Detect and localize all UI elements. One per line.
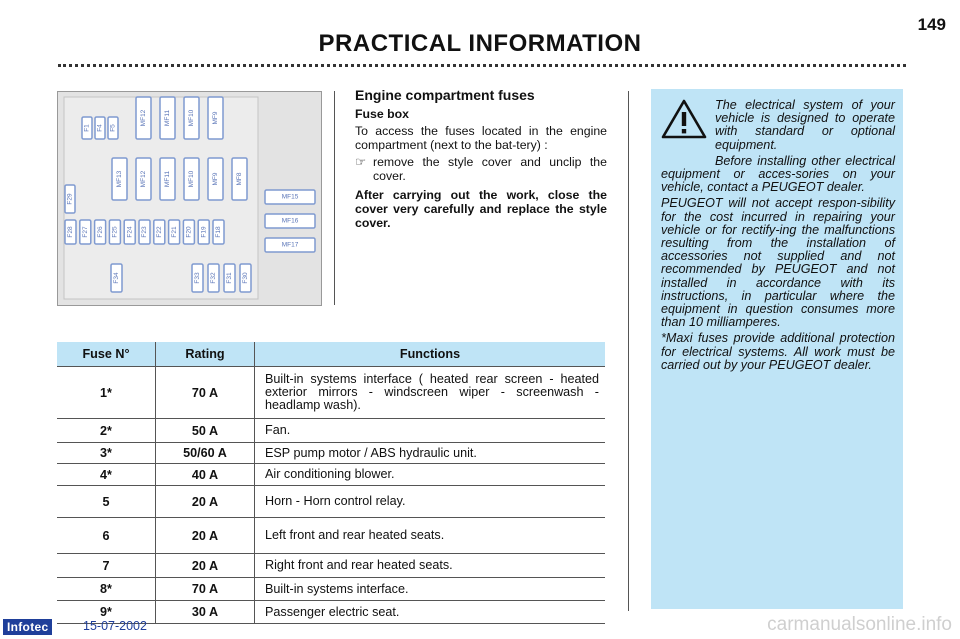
fuse-label: F19 xyxy=(200,226,208,238)
fuse-number: 3* xyxy=(57,443,156,464)
fuse-rating: 20 A xyxy=(156,518,255,554)
table-row xyxy=(57,367,605,419)
fuse-box-subheading: Fuse box xyxy=(355,107,409,121)
dotted-divider xyxy=(58,64,906,67)
fuse-number: 8* xyxy=(57,578,156,601)
fuse-label: MF15 xyxy=(281,193,299,201)
table-row xyxy=(57,578,605,601)
header-functions: Functions xyxy=(255,342,606,367)
fuse-number: 5 xyxy=(57,486,156,518)
fuse-label: F26 xyxy=(96,226,104,238)
fuse-label: F31 xyxy=(226,272,234,284)
fuse-rating: 20 A xyxy=(156,554,255,578)
fuse-label: F23 xyxy=(141,226,149,238)
fuse-label: MF11 xyxy=(164,109,172,127)
table-row xyxy=(57,486,605,518)
fuse-rating: 50/60 A xyxy=(156,443,255,464)
fuse-label: F18 xyxy=(215,226,223,238)
fuse-label: F5 xyxy=(109,124,117,132)
section-heading: Engine compartment fuses xyxy=(355,87,535,103)
column-divider xyxy=(334,91,335,305)
fuse-number: 1* xyxy=(57,367,156,419)
table-row xyxy=(57,443,605,464)
pointing-hand-icon: ☞ xyxy=(355,155,367,169)
fuse-label: MF11 xyxy=(164,170,172,188)
fuse-label: F4 xyxy=(96,124,104,132)
header-rating: Rating xyxy=(156,342,255,367)
fuse-function: ESP pump motor / ABS hydraulic unit. xyxy=(255,443,606,464)
fuse-rating: 50 A xyxy=(156,419,255,443)
table-row xyxy=(57,464,605,486)
fuse-rating: 70 A xyxy=(156,578,255,601)
table-header-row xyxy=(57,342,605,367)
notice-paragraph-1: The electrical system of your vehicle is designed to operate with standard or optional equipment. xyxy=(715,98,895,152)
table-row xyxy=(57,419,605,443)
fuse-label: F1 xyxy=(83,124,91,132)
fuse-label: MF13 xyxy=(116,170,124,188)
fuse-label: F27 xyxy=(82,226,90,238)
fuse-label: MF17 xyxy=(281,241,299,249)
warning-notice-box xyxy=(651,89,903,609)
fuse-label: F30 xyxy=(242,272,250,284)
notice-paragraph-4: *Maxi fuses provide additional protection for electrical systems. All work must be carried out by your PEUGEOT dealer. xyxy=(661,331,895,372)
fuse-label: MF16 xyxy=(281,217,299,225)
closing-instruction: After carrying out the work, close the cover very carefully and replace the style cover. xyxy=(355,188,607,230)
notice-paragraph-3: PEUGEOT will not accept respon-sibility for the cost incurred in repairing your vehicle or for rectify-ing the malfunctions resulting from the installation of accessories not supplied and not recommended by PEUGEOT and not installed in accordance with its instructions, in particular where the equipment in question consumes more than 10 milliamperes. xyxy=(661,196,895,330)
fuse-label: MF8 xyxy=(236,172,244,186)
fuse-function: Right front and rear heated seats. xyxy=(255,554,606,578)
fuse-number: 7 xyxy=(57,554,156,578)
fuse-function: Left front and rear heated seats. xyxy=(255,518,606,554)
fuse-label: F29 xyxy=(66,193,74,205)
fuse-label: F28 xyxy=(67,226,75,238)
notice-paragraph-2: Before installing other electrical equipment or acces-sories on your vehicle, contact a PEUGEOT dealer. xyxy=(661,153,895,195)
fuse-number: 6 xyxy=(57,518,156,554)
fuse-label: MF12 xyxy=(140,170,148,188)
table-row xyxy=(57,518,605,554)
fuse-function: Passenger electric seat. xyxy=(255,601,606,624)
fuse-function: Built-in systems interface. xyxy=(255,578,606,601)
fuse-number: 9* xyxy=(57,601,156,624)
fuse-function: Built-in systems interface ( heated rear screen - heated exterior mirrors - windscreen wiper - screenwash - headlamp wash). xyxy=(255,367,606,419)
column-divider xyxy=(628,91,629,611)
fuse-label: MF9 xyxy=(212,111,220,125)
header-fuse: Fuse N° xyxy=(57,342,156,367)
instruction-bullet xyxy=(355,155,607,183)
fuse-function: Fan. xyxy=(255,419,606,443)
fuse-label: MF12 xyxy=(140,109,148,127)
bullet-text: remove the style cover and unclip the cover. xyxy=(373,155,607,183)
fuse-function: Air conditioning blower. xyxy=(255,464,606,486)
warning-triangle-icon xyxy=(661,99,707,139)
fuse-label: F34 xyxy=(113,272,121,284)
fuse-number: 2* xyxy=(57,419,156,443)
fuse-label: F25 xyxy=(111,226,119,238)
fuse-label: F32 xyxy=(210,272,218,284)
table-row xyxy=(57,554,605,578)
fuse-rating: 70 A xyxy=(156,367,255,419)
fuse-box-illustration xyxy=(58,92,321,305)
page-number: 149 xyxy=(917,15,946,34)
fuse-rating: 40 A xyxy=(156,464,255,486)
site-watermark: carmanualsonline.info xyxy=(767,614,952,635)
fuse-label: F24 xyxy=(126,226,134,238)
fuse-box-diagram xyxy=(57,91,322,306)
engine-fuses-section xyxy=(355,88,607,230)
intro-text: To access the fuses located in the engine compartment (next to the bat-tery) : xyxy=(355,124,607,152)
fuse-label: MF9 xyxy=(212,172,220,186)
fuse-function: Horn - Horn control relay. xyxy=(255,486,606,518)
page-title: PRACTICAL INFORMATION xyxy=(318,30,642,57)
fuse-label: F22 xyxy=(156,226,164,238)
fuse-label: MF10 xyxy=(188,109,196,127)
footer-date: 15-07-2002 xyxy=(83,619,147,633)
fuse-rating: 30 A xyxy=(156,601,255,624)
fuse-label: MF10 xyxy=(188,170,196,188)
fuse-table xyxy=(57,342,605,624)
fuse-number: 4* xyxy=(57,464,156,486)
fuse-label: F21 xyxy=(170,226,178,238)
infotec-logo: Infotec xyxy=(3,619,52,635)
fuse-label: F33 xyxy=(194,272,202,284)
fuse-rating: 20 A xyxy=(156,486,255,518)
fuse-label: F20 xyxy=(185,226,193,238)
